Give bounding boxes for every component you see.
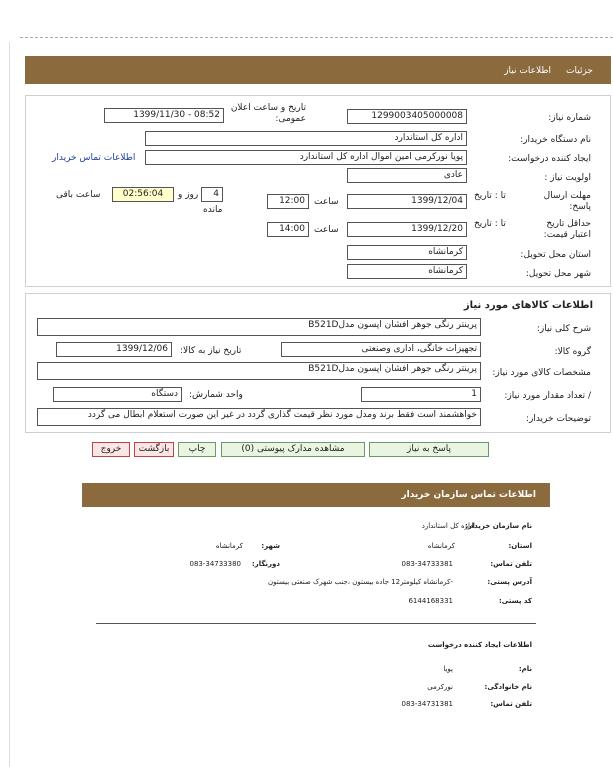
time-remaining-label-1: ساعت باقی: [56, 190, 101, 200]
page-header: [25, 56, 611, 84]
spec-label: مشخصات کالای مورد نیاز:: [492, 368, 591, 378]
contact-fax-label: دورنگار:: [251, 560, 280, 568]
goods-section-title: اطلاعات کالاهای مورد نیاز: [463, 300, 593, 311]
contact-header: [82, 483, 550, 507]
contact-title: اطلاعات تماس سازمان خریدار: [401, 490, 536, 500]
contact-province-value: کرمانشاه: [427, 542, 455, 550]
requester-first-name-label: نام:: [518, 665, 532, 673]
goods-group-label: گروه کالا:: [554, 347, 591, 357]
reply-date-field: 1399/12/04: [347, 194, 467, 209]
need-number-field: 1299003405000008: [347, 109, 467, 124]
reply-until-label: تا : تاریخ: [474, 191, 506, 201]
print-button[interactable]: چاپ: [178, 442, 216, 457]
exit-button[interactable]: خروج: [92, 442, 130, 457]
unit-field: دستگاه: [53, 387, 182, 402]
priority-label: اولویت نیاز :: [544, 173, 591, 183]
creator-field: پویا نورکرمی امین اموال اداره کل استاندارد: [145, 150, 467, 165]
time-remaining-field: 02:56:04: [112, 187, 174, 202]
summary-field: پرینتر رنگی جوهر افشان اپسون مدلB521D: [37, 318, 481, 336]
priority-field: عادی: [347, 168, 467, 183]
price-validity-label: حداقل تاریخ اعتبار قیمت:: [543, 219, 591, 240]
price-time-label: ساعت: [314, 225, 339, 235]
left-border: [9, 42, 10, 767]
need-number-label: شماره نیاز:: [548, 113, 591, 123]
buyer-desc-label: توضیحات خریدار:: [525, 414, 591, 424]
need-date-field: 1399/12/06: [56, 342, 172, 357]
reply-time-label: ساعت: [314, 197, 339, 207]
contact-org-value: اداره کل استاندارد: [421, 522, 475, 530]
delivery-city-field: کرمانشاه: [347, 264, 467, 279]
requester-phone-value: 083-34731381: [401, 700, 453, 708]
days-label: روز و: [178, 190, 199, 200]
reply-time-field: 12:00: [267, 194, 309, 209]
requester-title: اطلاعات ایجاد کننده درخواست: [427, 641, 532, 649]
contact-postal-value: 6144168331: [408, 597, 453, 605]
attachments-button[interactable]: مشاهده مدارک پیوستی (0): [221, 442, 365, 457]
breadcrumb-need-info[interactable]: اطلاعات نیاز: [504, 66, 551, 76]
contact-city-value: کرمانشاه: [215, 542, 243, 550]
buyer-desc-field: خواهشمند است فقط برند ومدل مورد نظر قیمت گذاری گردد در غیر این صورت استعلام ابطال می گردد: [37, 408, 481, 426]
delivery-province-label: استان محل تحویل:: [520, 250, 591, 260]
reply-deadline-label: مهلت ارسال پاسخ:: [543, 191, 591, 212]
requester-last-name-label: نام خانوادگی:: [484, 683, 532, 691]
contact-phone-value: 083-34733381: [401, 560, 453, 568]
requester-first-name-value: پویا: [443, 665, 453, 673]
days-remaining-field: 4: [201, 187, 223, 202]
price-until-label: تا : تاریخ: [474, 219, 506, 229]
contact-phone-label: تلفن تماس:: [490, 560, 532, 568]
spec-field: پرینتر رنگی جوهر افشان اپسون مدلB521D: [37, 362, 481, 380]
contact-divider: [96, 623, 536, 624]
contact-province-label: استان:: [508, 542, 532, 550]
delivery-city-label: شهر محل تحویل:: [525, 269, 591, 279]
delivery-province-field: کرمانشاه: [347, 245, 467, 260]
buyer-org-field: اداره کل استاندارد: [145, 131, 467, 146]
announce-date-field: 1399/11/30 - 08:52: [104, 108, 224, 123]
qty-label: / تعداد مقدار مورد نیاز:: [504, 391, 591, 401]
contact-city-label: شهر:: [261, 542, 280, 550]
creator-label: ایجاد کننده درخواست:: [508, 154, 591, 164]
need-date-label: تاریخ نیاز به کالا:: [180, 346, 242, 356]
summary-label: شرح کلی نیاز:: [536, 324, 591, 334]
buyer-org-label: نام دستگاه خریدار:: [520, 135, 591, 145]
requester-last-name-value: نورکرمی: [427, 683, 453, 691]
qty-field: 1: [361, 387, 481, 402]
reply-button[interactable]: پاسخ به نیاز: [369, 442, 489, 457]
requester-phone-label: تلفن تماس:: [490, 700, 532, 708]
price-time-field: 14:00: [267, 222, 309, 237]
top-dashed-divider: [20, 37, 613, 38]
breadcrumb-details[interactable]: جزئیات: [566, 66, 593, 76]
announce-label: تاریخ و ساعت اعلان عمومی:: [230, 103, 306, 124]
back-button[interactable]: بازگشت: [134, 442, 174, 457]
contact-org-label: نام سازمان خریدار:: [464, 522, 532, 530]
unit-label: واحد شمارش:: [189, 390, 243, 400]
price-date-field: 1399/12/20: [347, 222, 467, 237]
time-remaining-label-2: مانده: [203, 205, 223, 215]
contact-address-label: آدرس پستی:: [487, 578, 532, 586]
goods-group-field: تجهیزات خانگی، اداری وصنعتی: [281, 342, 481, 357]
contact-postal-label: کد پستی:: [498, 597, 532, 605]
buyer-contact-link[interactable]: اطلاعات تماس خریدار: [52, 153, 136, 163]
contact-address-value: -کرمانشاه کیلومتر12 جاده بیستون ،جنب شهرک صنعتی بیستون: [268, 578, 453, 586]
contact-fax-value: 083-34733380: [189, 560, 241, 568]
